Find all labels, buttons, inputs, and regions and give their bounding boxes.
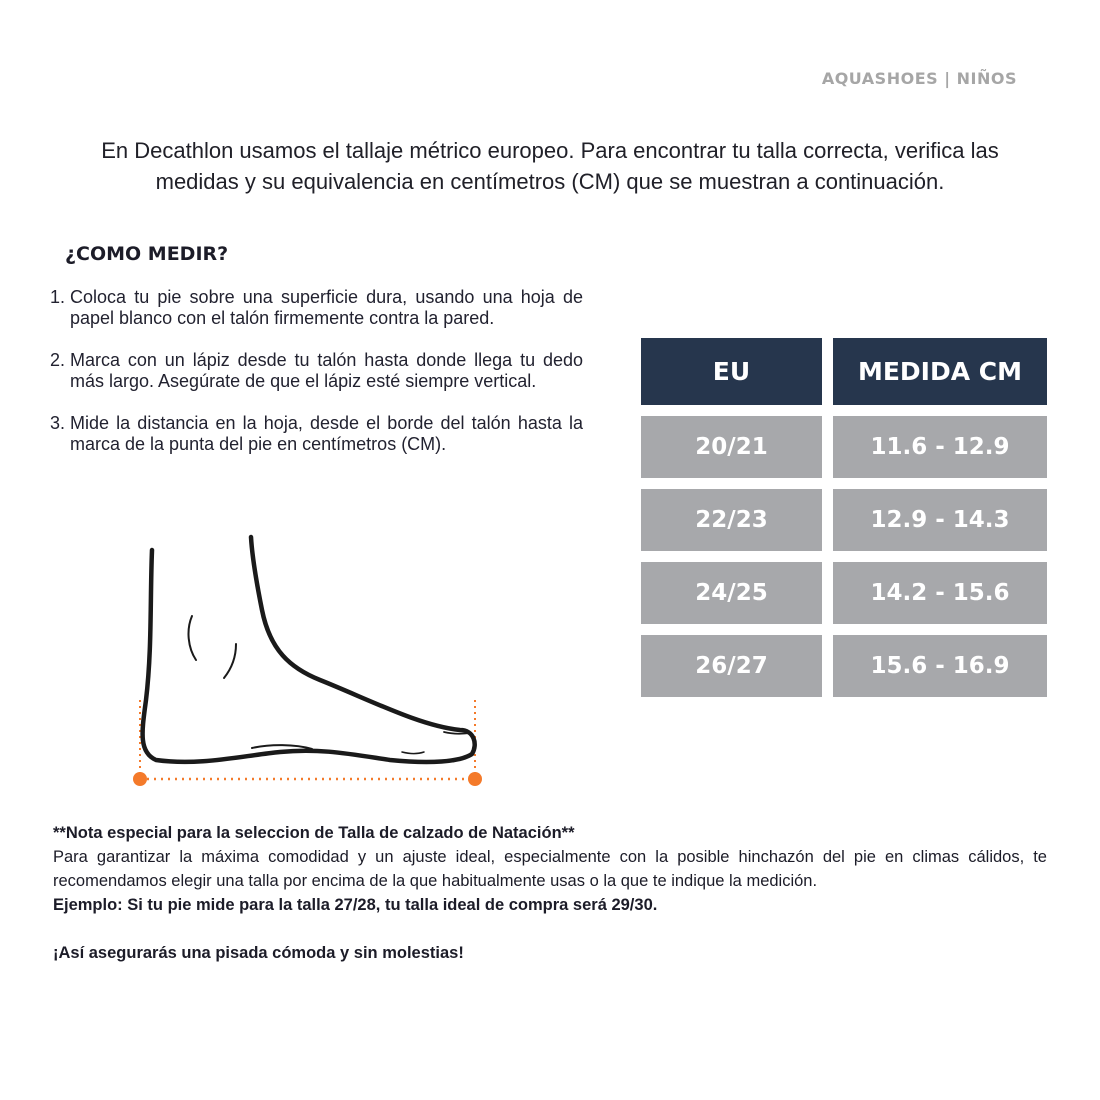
ankle-line <box>189 616 196 660</box>
measure-step <box>50 413 583 455</box>
eu-size-cell: 24/25 <box>641 562 822 624</box>
table-row <box>641 489 1047 551</box>
swim-shoe-note <box>53 821 1047 965</box>
brand-category-tag: AQUASHOES | NIÑOS <box>821 69 1017 88</box>
cm-range-cell: 15.6 - 16.9 <box>833 635 1047 697</box>
how-to-measure-title: ¿COMO MEDIR? <box>65 243 229 265</box>
measure-step <box>50 287 583 329</box>
foot-measure-icon <box>120 530 500 800</box>
ankle-line <box>224 644 236 678</box>
note-body: Para garantizar la máxima comodidad y un ajuste ideal, especialmente con la posible hinchazón del pie en climas cálidos, te recomendamos elegir una talla por encima de la que habitualmente usas o la que te indique la medición. <box>53 848 1047 890</box>
eu-size-cell: 22/23 <box>641 489 822 551</box>
measure-step <box>50 350 583 392</box>
step-text: Mide la distancia en la hoja, desde el borde del talón hasta la marca de la punta del pie en centímetros (CM). <box>70 413 583 454</box>
table-row <box>641 562 1047 624</box>
step-text: Coloca tu pie sobre una superficie dura, usando una hoja de papel blanco con el talón firmemente contra la pared. <box>70 287 583 328</box>
eu-size-cell: 20/21 <box>641 416 822 478</box>
cm-range-cell: 14.2 - 15.6 <box>833 562 1047 624</box>
note-closing: ¡Así asegurarás una pisada cómoda y sin molestias! <box>53 944 464 962</box>
column-header-eu: EU <box>641 338 822 405</box>
note-title: **Nota especial para la seleccion de Talla de calzado de Natación** <box>53 824 575 842</box>
heel-marker <box>133 772 147 786</box>
toe-line <box>402 752 424 754</box>
step-number: 1. <box>50 287 66 307</box>
toe-marker <box>468 772 482 786</box>
foot-outline <box>143 537 475 762</box>
step-number: 3. <box>50 413 66 433</box>
measure-steps-list <box>50 287 583 476</box>
table-header-row <box>641 338 1047 405</box>
eu-size-cell: 26/27 <box>641 635 822 697</box>
table-row <box>641 635 1047 697</box>
size-table <box>641 338 1047 708</box>
cm-range-cell: 11.6 - 12.9 <box>833 416 1047 478</box>
cm-range-cell: 12.9 - 14.3 <box>833 489 1047 551</box>
step-number: 2. <box>50 350 66 370</box>
step-text: Marca con un lápiz desde tu talón hasta donde llega tu dedo más largo. Asegúrate de que el lápiz esté siempre vertical. <box>70 350 583 391</box>
column-header-cm: MEDIDA CM <box>833 338 1047 405</box>
intro-text: En Decathlon usamos el tallaje métrico europeo. Para encontrar tu talla correcta, verifica las medidas y su equivalencia en centímetros (CM) que se muestran a continuación. <box>101 138 999 194</box>
sole-line <box>252 745 312 749</box>
note-example: Ejemplo: Si tu pie mide para la talla 27/28, tu talla ideal de compra será 29/30. <box>53 896 658 914</box>
table-row <box>641 416 1047 478</box>
